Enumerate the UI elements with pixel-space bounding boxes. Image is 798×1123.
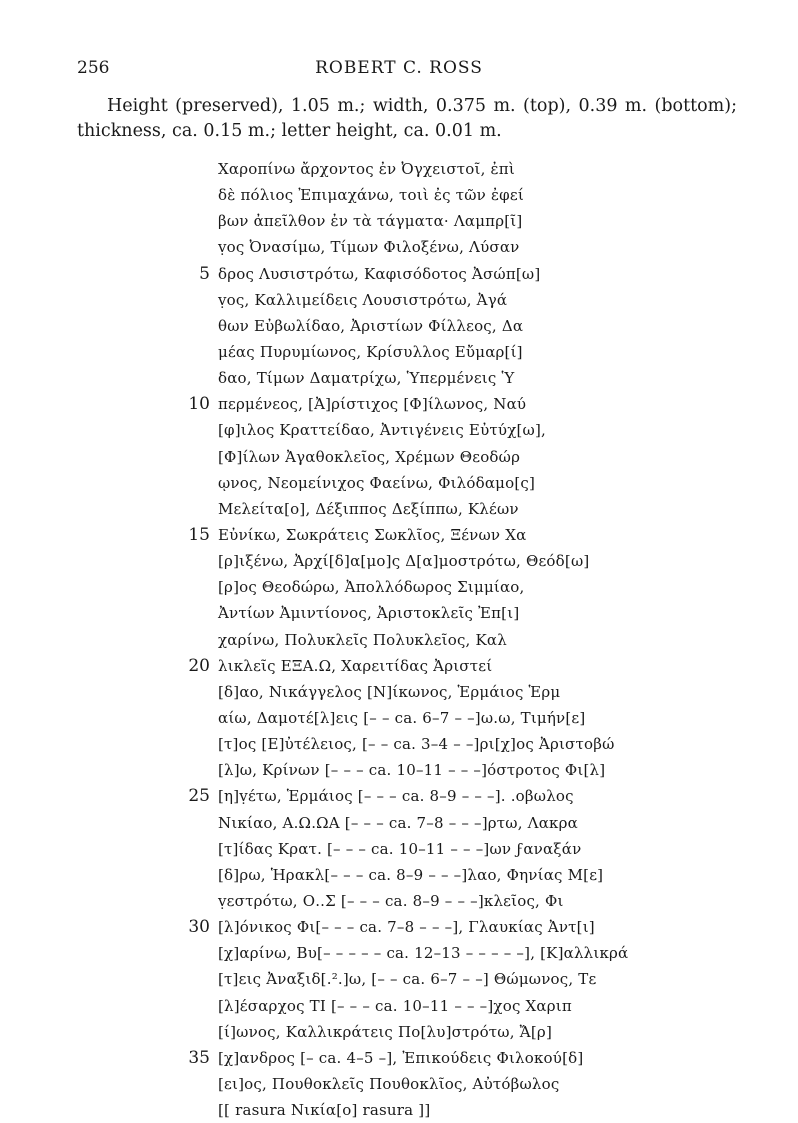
line-text: αίω, Δαμοτέ[λ]εις [– – ca. 6–7 – –]ω.ω, Τιμήν[ε] <box>218 708 586 727</box>
inscription-line <box>180 1097 780 1123</box>
line-number: 25 <box>188 786 210 807</box>
inscription-line <box>180 1071 780 1097</box>
line-text: θων Εὐβωλίδαο, Ἀριστίων Φίλλεος, Δα <box>218 316 524 335</box>
inscription-line <box>180 862 780 888</box>
inscription-line <box>180 914 780 940</box>
line-text: [ρ]ος Θεοδώρω, Ἀπολλόδωρος Σιμμίαο, <box>218 578 525 597</box>
line-text: [δ]ρω, Ἡρακλ[– – – ca. 8–9 – – –]λαο, Φηνίας Μ[ε] <box>218 865 604 884</box>
line-text: [χ]ανδρος [– ca. 4–5 –], Ἐπικούδεις Φιλοκού[δ] <box>218 1048 584 1067</box>
line-text: Νικίαο, Α.Ω.ΩΑ [– – – ca. 7–8 – – –]ρτω, Λακρα <box>218 813 578 832</box>
line-text: χαρίνω, Πολυκλεῖς Πολυκλεῖος, Καλ <box>218 630 507 649</box>
line-number: 15 <box>188 524 210 545</box>
line-number: 5 <box>199 263 210 284</box>
line-text: [ει]ος, Πουθοκλεῖς Πουθοκλῖος, Αὐτόβωλος <box>218 1074 560 1093</box>
line-number: 30 <box>188 917 210 938</box>
inscription-line <box>180 993 780 1019</box>
inscription-line <box>180 783 780 809</box>
dimensions-paragraph: Height (preserved), 1.05 m.; width, 0.375 m. (top), 0.39 m. (bottom); thickness, ca. 0.15 m.; letter height, ca. 0.01 m. <box>77 96 737 141</box>
inscription-line <box>180 966 780 992</box>
inscription-line <box>180 313 780 339</box>
running-head: ROBERT C. ROSS <box>315 58 483 78</box>
inscription-line <box>180 496 780 522</box>
line-text: περμένεος, [Ἀ]ρίστιχος [Φ]ίλωνος, Ναύ <box>218 395 527 414</box>
line-text: [τ]ίδας Κρατ. [– – – ca. 10–11 – – –]ων ϝαναξάν <box>218 839 582 858</box>
inscription-line <box>180 208 780 234</box>
line-text: [λ]όνικος Φι[– – – ca. 7–8 – – –], Γλαυκίας Ἀντ[ι] <box>218 918 595 937</box>
inscription-line <box>180 234 780 260</box>
line-text: Ἀντίων Ἀμιντίονος, Ἀριστοκλεῖς Ἐπ[ι] <box>218 604 520 623</box>
line-text: ṿος Ὀνασίμω, Τίμων Φιλοξένω, Λύσαν <box>218 238 520 257</box>
inscription-line <box>180 261 780 287</box>
line-text: [ρ]ιξένω, Ἀρχί[δ]α[μο]ς Δ[α]μοστρότω, Θεόδ[ω] <box>218 552 590 571</box>
inscription-line <box>180 182 780 208</box>
line-text: [λ]έσαρχος ΤΙ [– – – ca. 10–11 – – –]χος Χαριπ <box>218 996 572 1015</box>
line-number: 35 <box>188 1047 210 1068</box>
inscription-line <box>180 156 780 182</box>
line-text: [η]ṿέτω, Ἑρμάιος [– – – ca. 8–9 – – –]. .οβωλος <box>218 787 574 806</box>
line-text: δαο, Τίμων Δαματρίχω, Ὑπερμένεις Ὑ <box>218 369 515 388</box>
inscription-line <box>180 548 780 574</box>
line-text: [χ]αρίνω, Βυ[– – – – – ca. 12–13 – – – – –], [Κ]αλλικρά <box>218 944 629 963</box>
line-text: [φ]ιλος Κραττείδαο, Ἀντιγένεις Εὐτύχ[ω], <box>218 421 547 440</box>
inscription-line <box>180 287 780 313</box>
line-text: [δ]αο, Νικάγγελος [Ν]ίκωνος, Ἑρμάιος Ἑρμ <box>218 682 561 701</box>
line-text: [[ rasura Νικία[ο] rasura ]] <box>218 1101 431 1120</box>
inscription-line <box>180 627 780 653</box>
line-number: 20 <box>188 655 210 676</box>
inscription-line <box>180 1019 780 1045</box>
inscription-line <box>180 757 780 783</box>
inscription-line <box>180 391 780 417</box>
line-text: δρος Λυσιστρότω, Καφισόδοτος Ἀσώπ[ω] <box>218 264 541 283</box>
page-header <box>0 58 798 82</box>
line-text: [Φ]ίλων Ἀγαθοκλεῖος, Χρέμων Θεοδώρ <box>218 447 521 466</box>
line-text: Μελείτα[ο], Δέξιππος Δεξίππω, Κλέων <box>218 499 519 518</box>
inscription-line <box>180 731 780 757</box>
line-text: βων ἀπεῖλθον ἐν τὰ τάγματα· Λαμπρ[ῖ] <box>218 212 523 231</box>
page-number: 256 <box>77 58 110 78</box>
line-number: 10 <box>188 394 210 415</box>
inscription-line <box>180 339 780 365</box>
inscription-line <box>180 417 780 443</box>
line-text: ῳνος, Νεομείνιχος Φαείνω, Φιλόδαμο[ς] <box>218 473 536 492</box>
inscription-line <box>180 470 780 496</box>
line-text: ṿεστρότω, Ο..Σ [– – – ca. 8–9 – – –]κλεῖος, Φι <box>218 891 564 910</box>
inscription-line <box>180 940 780 966</box>
inscription-line <box>180 444 780 470</box>
line-text: μέας Πυρυμίωνος, Κρίσυλλος Εὔμαρ[ί] <box>218 342 523 361</box>
line-text: [τ]ος [Ε]ὐτέλειος, [– – ca. 3–4 – –]ρι[χ]ος Ἀριστοβώ <box>218 735 615 754</box>
line-text: λικλεῖς ΕΞΑ.Ω, Χαρειτίδας Ἀριστεί <box>218 656 493 675</box>
inscription-text <box>180 156 780 1123</box>
inscription-line <box>180 836 780 862</box>
inscription-line <box>180 888 780 914</box>
inscription-line <box>180 574 780 600</box>
inscription-line <box>180 365 780 391</box>
line-text: [τ]εις Ἀναξιδ[.².]ω, [– – ca. 6–7 – –] Θώμωνος, Τε <box>218 970 597 989</box>
inscription-line <box>180 522 780 548</box>
line-text: [λ]ω, Κρίνων [– – – ca. 10–11 – – –]όστροτος Φι[λ] <box>218 761 606 780</box>
line-text: ṿος, Καλλιμείδεις Λουσιστρότω, Ἀγά <box>218 290 508 309</box>
inscription-line <box>180 679 780 705</box>
line-text: [ί]ωνος, Καλλικράτεις Πο[λυ]στρότω, Ἄ[ρ] <box>218 1022 553 1041</box>
inscription-line <box>180 1045 780 1071</box>
line-text: δὲ πόλιος Ἐπιμαχάνω, τοιὶ ἐς τῶν ἐφεί <box>218 186 524 205</box>
inscription-line <box>180 600 780 626</box>
line-text: Εὐνίκω, Σωκράτεις Σωκλῖος, Ξένων Χα <box>218 525 527 544</box>
inscription-line <box>180 653 780 679</box>
line-text: Χαροπίνω ἄρχοντος ἐν Ὀγχειστοῖ, ἐπὶ <box>218 160 515 178</box>
inscription-line <box>180 810 780 836</box>
inscription-line <box>180 705 780 731</box>
